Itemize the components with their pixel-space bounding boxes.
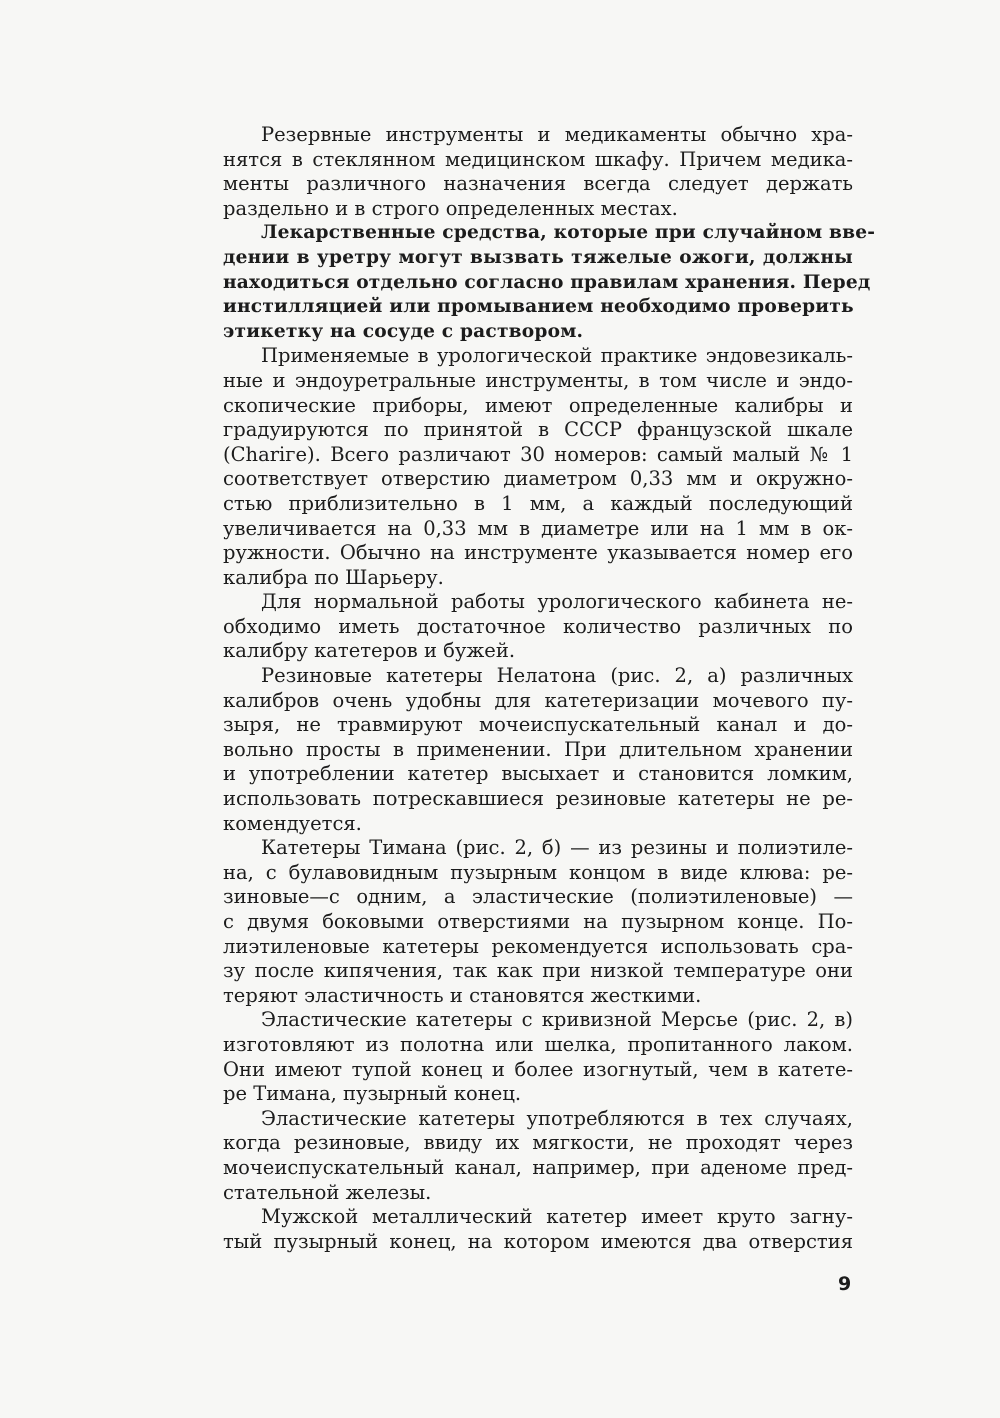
text-line: (Chariге). Всего различают 30 номеров: самый малый № 1 <box>223 442 853 466</box>
text-line: обходимо иметь достаточное количество различных по <box>223 614 853 638</box>
text-line: мочеиспускательный канал, например, при аденоме пред- <box>223 1155 853 1179</box>
text-line: ные и эндоуретральные инструменты, в том числе и эндо- <box>223 368 853 392</box>
text-line: калибру катетеров и бужей. <box>223 639 516 663</box>
text-line: стью приблизительно в 1 мм, а каждый последующий <box>223 491 853 515</box>
text-line: зу после кипячения, так как при низкой температуре они <box>223 959 853 983</box>
text-line: комендуется. <box>223 811 362 835</box>
text-line: лиэтиленовые катетеры рекомендуется использовать сра- <box>223 934 853 958</box>
text-line: этикетку на сосуде с раствором. <box>223 320 584 342</box>
text-line: дении в уретру могут вызвать тяжелые ожоги, должны <box>223 246 853 268</box>
text-line: когда резиновые, ввиду их мягкости, не проходят через <box>223 1131 853 1155</box>
text-line: на, с булавовидным пузырным концом в виде клюва: ре- <box>223 860 853 884</box>
text-line: Для нормальной работы урологического кабинета не- <box>261 590 853 614</box>
text-line: Мужской металлический катетер имеет круто загну- <box>261 1205 853 1229</box>
text-line: тый пузырный конец, на котором имеются два отверстия <box>223 1229 853 1253</box>
text-line: изготовляют из полотна или шелка, пропитанного лаком. <box>223 1032 853 1056</box>
text-line: теряют эластичность и становятся жесткими. <box>223 983 702 1007</box>
text-line: Резервные инструменты и медикаменты обычно хра- <box>261 123 853 146</box>
text-line: стательной железы. <box>223 1180 432 1204</box>
text-line: соответствует отверстию диаметром 0,33 мм и окружно- <box>223 467 853 491</box>
text-line: и употреблении катетер высыхает и становится ломким, <box>223 762 853 786</box>
text-line: Они имеют тупой конец и более изогнутый, чем в катете- <box>223 1057 853 1081</box>
page-number: 9 <box>838 1273 852 1295</box>
paragraph-mercier-catheters <box>185 1008 853 1106</box>
body-text <box>185 123 876 1254</box>
text-line: менты различного назначения всегда следует держать <box>223 172 853 196</box>
paragraph-timan-catheters <box>185 836 853 1008</box>
paragraph-warning <box>185 221 876 344</box>
text-line: зыря, не травмируют мочеиспускательный канал и до- <box>223 713 853 737</box>
paragraph-calibers <box>185 344 853 590</box>
text-line: калибра по Шарьеру. <box>223 565 444 589</box>
text-line: Применяемые в урологической практике эндовезикаль- <box>261 344 853 368</box>
text-line: Лекарственные средства, которые при случайном вве- <box>261 222 876 244</box>
text-line: зиновые—с одним, а эластические (полиэтиленовые) — <box>223 885 853 909</box>
paragraph-elastic-usage <box>185 1107 853 1205</box>
paragraph-reserve-instruments <box>185 123 853 221</box>
text-line: находиться отдельно согласно правилам хранения. Перед <box>223 271 871 293</box>
paragraph-nelaton-catheters <box>185 664 853 836</box>
text-line: калибров очень удобны для катетеризации мочевого пу- <box>223 688 853 712</box>
paragraph-metal-catheter <box>185 1205 853 1254</box>
text-line: Катетеры Тимана (рис. 2, б) — из резины и полиэтиле- <box>261 836 853 860</box>
text-line: ружности. Обычно на инструменте указывается номер его <box>223 541 853 565</box>
text-line: Резиновые катетеры Нелатона (рис. 2, а) различных <box>261 664 853 688</box>
text-line: использовать потрескавшиеся резиновые катетеры не ре- <box>223 787 853 811</box>
text-line: раздельно и в строго определенных местах. <box>223 196 678 220</box>
paragraph-normal-work <box>185 590 853 664</box>
text-line: Эластические катетеры употребляются в тех случаях, <box>261 1106 853 1130</box>
text-line: вольно просты в применении. При длительном хранении <box>223 737 853 761</box>
text-line: градуируются по принятой в СССР французской шкале <box>223 418 853 442</box>
text-line: Эластические катетеры с кривизной Мерсье (рис. 2, в) <box>261 1008 853 1032</box>
text-line: ре Тимана, пузырный конец. <box>223 1082 522 1106</box>
text-line: инстилляцией или промыванием необходимо проверить <box>223 296 854 318</box>
text-line: с двумя боковыми отверстиями на пузырном конце. По- <box>223 910 853 933</box>
text-line: скопические приборы, имеют определенные калибры и <box>223 393 853 417</box>
text-line: нятся в стеклянном медицинском шкафу. Причем медика- <box>223 147 853 171</box>
text-line: увеличивается на 0,33 мм в диаметре или на 1 мм в ок- <box>223 516 853 540</box>
